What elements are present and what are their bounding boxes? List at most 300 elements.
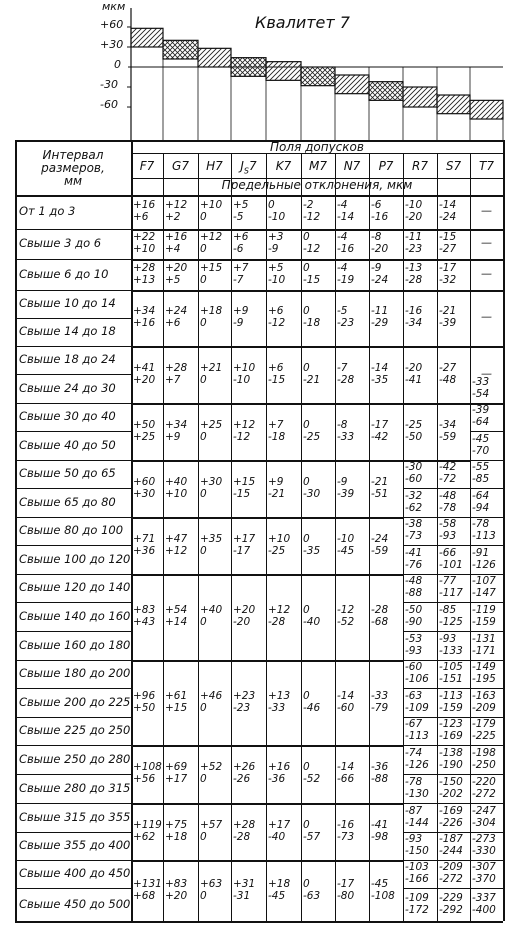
size-interval-label: Свыше 24 до 30 [19,380,116,395]
field-column-border [403,153,404,921]
deviation-cell-upper: +12 [200,231,223,243]
size-interval-label: Свыше 6 до 10 [19,266,109,281]
deviation-cell-upper: -179 [472,718,496,730]
deviation-cell-upper: +24 [165,305,188,317]
field-header-f7: F7 [139,159,155,173]
deviation-cell-lower: -93 [405,644,423,657]
deviation-cell-lower: +62 [133,830,156,843]
deviation-cell-lower: -27 [439,243,457,255]
deviation-cell-upper: +96 [133,689,156,702]
deviation-cell-upper: -48 [405,575,423,587]
deviation-cell-lower: -39 [337,487,355,500]
deviation-cell-upper: -58 [439,518,457,530]
deviation-cell-upper: +108 [133,761,162,773]
deviation-cell-lower: +20 [133,373,156,386]
field-header-g7: G7 [172,159,189,173]
row-divider [15,745,131,746]
deviation-cell-lower: 0 [200,616,207,628]
deviation-cell-lower: -57 [303,830,321,843]
deviation-cell: — [481,310,492,323]
deviation-cell-lower: +14 [165,616,188,628]
deviation-cell-upper: +50 [133,418,156,431]
deviation-cell-upper: -2 [303,199,314,211]
deviation-cell-upper: -247 [472,804,496,817]
row-divider [15,374,131,375]
deviation-cell-upper: +20 [165,261,188,274]
deviation-cell-upper: -11 [405,231,423,243]
deviation-cell-lower: -50 [405,430,423,443]
deviation-cell-lower: -17 [233,544,251,557]
deviation-cell-lower: -400 [472,903,496,916]
deviation-cell-upper: -12 [337,604,355,616]
deviation-cell-upper: +13 [268,689,291,702]
deviation-cell-upper: +12 [233,418,256,431]
deviation-cell-lower: +68 [133,889,156,902]
deviation-cell-lower: -26 [233,773,251,785]
size-interval-label: Свыше 140 до 160 [19,608,131,623]
deviation-cell-upper: 0 [303,877,310,890]
deviations-title: Предельные отклонения, мкм [221,178,413,192]
size-interval-label: Свыше 14 до 18 [19,324,116,338]
deviation-cell-upper: -220 [472,775,496,788]
deviation-cell-lower: 0 [200,430,207,443]
field-column-border [301,153,302,921]
deviation-cell-lower: -20 [405,211,423,223]
deviation-cell-lower: -12 [303,243,321,255]
size-interval-label: Свыше 40 до 50 [19,437,116,452]
row-divider [15,574,131,575]
group-divider [131,290,503,292]
deviation-cell-lower: -370 [472,873,496,885]
fields-title: Поля допусков [270,140,364,154]
deviation-cell-lower: -169 [439,730,463,742]
interval-title-line: мм [63,174,83,188]
y-tick-label: -30 [100,78,118,91]
deviation-cell-upper: -33 [371,689,389,702]
group-divider [131,346,503,348]
deviation-cell-lower: -41 [405,373,423,386]
group-divider [131,803,403,805]
deviation-cell-upper: +12 [268,604,291,616]
deviation-cell-lower: 0 [200,830,207,843]
deviation-cell-upper: -109 [405,891,429,904]
field-column-border [266,153,267,921]
row-divider [15,431,131,432]
deviation-cell-lower: -101 [439,558,463,571]
deviation-cell-upper: +22 [133,231,156,243]
deviation-cell-lower: -5 [233,211,244,223]
deviation-cell-lower: -108 [371,889,395,902]
row-divider [15,460,131,461]
deviation-cell-lower: -12 [303,211,321,223]
deviation-cell-lower: +12 [165,544,188,557]
deviation-cell-upper: -4 [337,199,348,211]
deviation-cell-lower: -23 [405,243,423,255]
deviation-cell-upper: 0 [303,604,310,616]
deviation-cell-lower: -60 [405,473,423,485]
deviation-cell-lower: -60 [337,701,355,714]
deviation-cell-lower: -28 [268,616,286,628]
deviation-cell-lower: +2 [165,211,181,223]
deviation-cell-lower: -272 [472,787,496,800]
deviation-cell-lower: -172 [405,903,429,916]
deviation-cell-upper: +9 [233,305,249,317]
deviation-cell-lower: -40 [268,830,286,843]
deviation-cell-upper: -34 [439,418,457,431]
deviation-cell-lower: -15 [268,373,286,386]
deviation-cell-upper: -33 [472,375,490,388]
deviation-cell-upper: -55 [472,461,490,473]
deviation-cell-upper: +5 [233,199,249,211]
field-header-t7: T7 [479,159,494,173]
size-interval-label: Свыше 200 до 225 [19,694,131,709]
deviation-cell-upper: +75 [165,818,188,831]
deviation-cell-lower: -24 [439,211,457,223]
deviation-cell-upper: -17 [371,418,389,431]
deviation-cell-upper: -4 [337,261,348,274]
field-column-border [163,153,164,921]
deviation-cell-lower: -16 [337,243,355,255]
deviation-cell-lower: -98 [371,830,389,843]
row-divider [15,803,131,804]
deviation-cell-lower: -70 [472,444,490,457]
deviation-cell-lower: +56 [133,773,156,785]
deviation-cell-upper: +7 [233,261,249,274]
deviation-cell-lower: -12 [268,317,286,329]
deviation-cell-lower: +10 [165,487,188,500]
deviation-cell-lower: +5 [165,273,181,286]
deviation-cell-upper: -53 [405,632,423,645]
deviation-cell-lower: -133 [439,644,463,657]
deviation-cell-upper: +119 [133,818,162,831]
deviation-cell-lower: -62 [405,501,423,514]
deviation-cell-upper: -123 [439,718,463,730]
deviation-cell-upper: 0 [303,418,310,431]
size-interval-label: Свыше 50 до 65 [19,466,116,480]
deviation-cell-upper: -36 [371,761,389,773]
deviation-cell-upper: -5 [337,305,348,317]
deviation-cell-lower: -85 [472,473,490,485]
deviation-cell-upper: -32 [405,489,423,502]
deviation-cell-lower: -51 [371,487,389,500]
deviation-cell-upper: -20 [405,361,423,374]
deviation-cell-upper: +60 [133,475,156,488]
deviation-cell-upper: +16 [268,761,291,773]
deviation-cell-upper: -131 [472,632,496,645]
deviation-cell-upper: -105 [439,661,463,673]
deviation-cell-upper: +25 [200,418,223,431]
deviation-cell-lower: +20 [165,889,188,902]
deviation-cell-lower: -35 [371,373,389,386]
row-divider [15,717,131,718]
field-header-m7: M7 [309,159,327,173]
deviation-cell-lower: -18 [268,430,286,443]
deviation-cell: — [481,266,492,280]
deviation-cell-upper: +6 [233,231,249,243]
deviation-cell-lower: +30 [133,487,156,500]
deviation-cell-lower: -54 [472,387,490,400]
deviation-cell-upper: -9 [371,261,382,274]
field-header-k7: K7 [275,159,292,173]
deviation-cell-upper: +30 [200,475,223,488]
deviation-cell-lower: -10 [268,211,286,223]
deviation-cell-lower: -209 [472,701,496,714]
deviation-cell-lower: -195 [472,673,496,685]
deviation-cell-upper: -17 [439,261,457,274]
header-bottom-border [15,195,503,197]
deviation-cell-upper: -103 [405,861,429,873]
deviation-cell-upper: +41 [133,361,156,374]
deviation-cell-upper: -7 [337,361,348,374]
interval-title-line: Интервал [42,148,104,162]
group-divider [131,745,403,747]
field-header-n7: N7 [343,159,361,173]
y-tick-label: +60 [100,18,124,31]
field-column-border [198,153,199,921]
deviation-cell-lower: -202 [439,787,463,800]
deviation-cell-lower: +25 [133,430,156,443]
deviation-cell-upper: -169 [439,804,463,817]
group-divider [131,259,503,261]
deviation-cell-upper: -14 [439,199,457,211]
deviation-cell-lower: -45 [268,889,286,902]
field-header-subscript: S [243,166,249,176]
deviation-cell-upper: +20 [233,604,256,616]
row-divider [15,832,131,833]
deviation-cell-upper: +28 [233,818,256,831]
deviation-cell-lower: -28 [233,830,251,843]
deviation-cell-upper: -21 [371,475,389,488]
group-divider [131,660,403,662]
row-divider [15,346,131,347]
deviation-cell-lower: -126 [405,758,429,771]
deviation-cell-lower: -150 [405,845,429,857]
deviation-cell-upper: +52 [200,761,223,773]
deviation-cell-upper: -16 [405,305,423,317]
size-interval-label: Свыше 180 до 200 [19,666,131,680]
table-right-border [503,140,505,921]
deviation-cell-lower: -20 [371,243,389,255]
deviation-cell-lower: -63 [303,889,321,902]
deviation-cell-lower: -90 [405,615,423,628]
deviation-cell-upper: -107 [472,575,496,587]
deviation-cell-upper: +9 [268,475,284,488]
deviation-cell-upper: -8 [337,418,348,431]
deviation-cell-upper: +28 [165,361,188,374]
deviation-cell-lower: +50 [133,701,156,714]
deviation-cell-upper: 0 [268,199,275,211]
deviation-cell-upper: -91 [472,546,490,559]
size-interval-label: Свыше 65 до 80 [19,494,116,509]
row-divider [15,860,131,861]
deviation-cell-upper: +40 [165,475,188,488]
cell-divider [470,888,503,889]
row-divider [15,488,131,489]
deviation-cell-lower: -166 [405,873,429,885]
deviation-cell-lower: -78 [439,501,457,514]
deviation-cell-upper: -67 [405,718,423,730]
row-divider [15,290,131,291]
deviation-cell-upper: +63 [200,877,223,890]
deviation-cell-upper: -41 [371,818,389,831]
deviation-cell-lower: +43 [133,616,156,628]
row-divider [15,888,131,889]
cell-divider [403,921,437,922]
group-divider [131,403,503,405]
deviation-cell-lower: -68 [371,616,389,628]
deviation-cell-lower: +13 [133,273,156,286]
field-header-r7: R7 [412,159,428,173]
deviation-cell-upper: -27 [439,361,457,374]
deviation-cell-upper: +21 [200,361,223,374]
deviation-cell-upper: -25 [405,418,423,431]
row-divider [15,318,131,319]
deviation-cell-lower: -29 [371,317,389,329]
cell-divider [403,888,437,889]
deviation-cell-lower: -46 [303,701,321,714]
size-interval-label: От 1 до 3 [19,204,76,218]
deviation-cell-lower: -66 [337,773,355,785]
group-divider [131,860,403,862]
deviation-cell-upper: +17 [233,532,256,545]
deviation-cell-upper: -113 [439,689,463,702]
deviation-cell-lower: -34 [405,317,423,329]
deviation-cell-upper: +69 [165,761,188,773]
deviation-cell-lower: -130 [405,787,429,800]
deviation-cell-upper: -77 [439,575,457,587]
deviation-cell-upper: +83 [165,877,188,890]
deviation-cell-lower: -304 [472,816,496,829]
cell-divider [437,921,470,922]
deviation-cell-upper: -8 [371,231,382,243]
row-divider [15,602,131,603]
deviation-cell-upper: -4 [337,231,348,243]
deviation-cell-upper: +28 [133,261,156,274]
deviation-cell-lower: -151 [439,673,463,685]
deviation-cell-lower: -28 [405,273,423,286]
y-tick-label: -60 [100,98,118,111]
deviation-cell-lower: 0 [200,889,207,902]
deviation-cell-upper: -187 [439,833,463,845]
deviation-cell-lower: -292 [439,903,463,916]
deviation-cell-upper: -16 [337,818,355,831]
deviation-cell-upper: +34 [165,418,188,431]
deviation-cell-upper: 0 [303,532,310,545]
deviation-cell-upper: -337 [472,891,496,904]
row-divider [15,259,131,260]
deviation-cell-upper: -87 [405,804,423,817]
field-header-p7: P7 [378,159,394,173]
deviation-cell-lower: -24 [371,273,389,286]
deviation-cell-lower: -14 [337,211,355,223]
deviation-cell-lower: 0 [200,701,207,714]
deviation-cell-upper: -74 [405,746,423,759]
row-divider [15,688,131,689]
deviation-cell-upper: +16 [133,199,156,211]
deviation-cell-upper: -48 [439,489,457,502]
group-divider [131,921,403,923]
field-header-s7: S7 [445,159,462,173]
deviation-cell-lower: -15 [233,487,251,500]
deviation-cell-upper: -30 [405,461,423,473]
deviation-cell-lower: 0 [200,773,207,785]
deviation-cell-lower: -126 [472,558,496,571]
deviation-cell-lower: +4 [165,243,181,255]
deviation-cell-lower: 0 [200,373,207,386]
deviation-cell-lower: -9 [233,317,244,329]
deviation-cell-lower: -33 [337,430,355,443]
field-column-border [437,153,438,921]
row-divider [15,229,131,230]
deviation-cell-upper: +71 [133,532,156,545]
deviation-cell-upper: -93 [439,632,457,645]
group-divider [131,517,403,519]
deviation-cell-upper: +15 [233,475,256,488]
deviation-cell-upper: -78 [405,775,423,788]
field-header-js7 [231,159,266,175]
deviation-cell-upper: 0 [303,261,310,274]
deviation-cell-lower: 0 [200,243,207,255]
deviation-cell-upper: -63 [405,689,423,702]
deviation-cell-lower: +10 [133,243,156,255]
deviation-cell-upper: 0 [303,231,310,243]
cell-divider [470,921,503,922]
deviation-cell-lower: -73 [405,530,423,542]
deviation-cell-lower: +9 [165,430,181,443]
deviation-cell-lower: -88 [405,587,423,599]
deviation-cell-upper: +34 [133,305,156,317]
deviation-cell-upper: +12 [165,199,188,211]
deviation-cell-upper: +83 [133,604,156,616]
deviation-cell-lower: -144 [405,816,429,829]
deviation-cell-lower: -9 [268,243,279,255]
size-interval-label: Свыше 280 до 315 [19,780,131,795]
deviation-cell-upper: -150 [439,775,463,788]
deviation-cell-upper: -209 [439,861,463,873]
field-header-number: 7 [248,159,257,173]
deviation-cell-lower: +17 [165,773,188,785]
deviation-cell-lower: +6 [133,211,149,223]
deviation-cell-upper: -198 [472,746,496,759]
deviation-cell-upper: +46 [200,689,223,702]
deviation-cell-lower: 0 [200,487,207,500]
deviation-cell-lower: -64 [472,416,490,428]
deviation-cell-lower: -36 [268,773,286,785]
deviation-cell-lower: -6 [233,243,244,255]
size-interval-label: Свыше 400 до 450 [19,866,131,880]
deviation-cell-upper: +131 [133,877,162,890]
deviation-cell-lower: -159 [472,615,496,628]
deviation-cell-upper: +61 [165,689,188,702]
deviation-cell-lower: +15 [165,701,188,714]
deviation-cell-lower: -18 [303,317,321,329]
deviation-cell-upper: +10 [268,532,291,545]
deviation-cell-lower: -15 [303,273,321,286]
deviation-cell-lower: 0 [200,211,207,223]
deviation-cell-lower: -16 [371,211,389,223]
deviation-cell-upper: -14 [371,361,389,374]
deviation-cell-lower: -48 [439,373,457,386]
deviation-cell-upper: -28 [371,604,389,616]
deviation-cell-upper: -14 [337,761,355,773]
deviation-cell-upper: -15 [439,231,457,243]
deviation-cell-lower: -45 [337,544,355,557]
row-divider [15,403,131,404]
deviation-cell: — [481,236,492,249]
size-interval-label: Свыше 225 до 250 [19,723,131,737]
deviation-cell-lower: -7 [233,273,244,286]
deviation-cell-lower: -52 [337,616,355,628]
